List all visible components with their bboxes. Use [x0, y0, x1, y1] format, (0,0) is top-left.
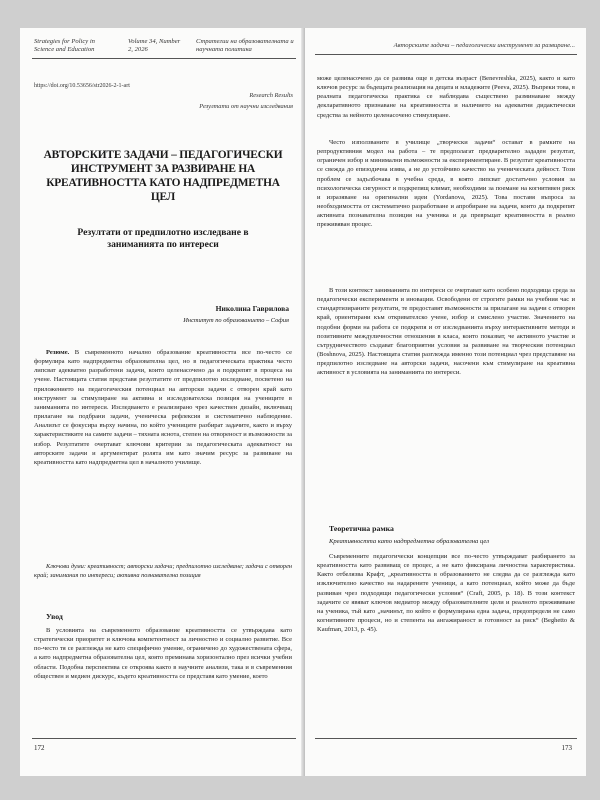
right-page	[305, 28, 586, 776]
running-head-journal: Strategies for Policy in Science and Education	[34, 38, 95, 53]
keywords	[34, 562, 292, 580]
doi-link[interactable]: https://doi.org/10.53656/str2026-2-1-art	[34, 83, 130, 89]
paragraph-1: може целенасочено да се развива още в детска възраст (Benevreshka, 2025), както и като ключов ресурс за бъдещата реализация на децата и младежите (Peeva, 2025). Въпреки това, в реалната педагогическа практика се наблюдава съществено разминаване между декларативното признаване на креативността и наличието на адекватни дидактически средства за нейното целенасочено стимулиране.	[317, 75, 575, 119]
section-label-en: Research Results	[249, 92, 293, 99]
abstract	[34, 348, 292, 467]
footer-rule	[32, 738, 296, 739]
keywords-label: Ключови думи:	[46, 563, 86, 570]
left-page	[20, 28, 305, 776]
intro-paragraph: В условията на съвременното образование креативността се утвърждава като стратегически приоритет и ключова компетентност за личностно и социално развитие. Все по-често тя се разглежда не като специфично умение, ограничено до художествената сфера, а като надпредметна образователна цел, която преминава хоризонтално през всички учебни области. Подобна перспектива се откроява както в научните анализи, така и в съвременния обществен и медиен дискурс, където креативността се представя като умение, което	[34, 627, 292, 680]
framework-subheading: Креативността като надпредметна образователна цел	[329, 538, 490, 545]
page-number-left: 172	[34, 744, 45, 752]
section-label-bg: Резултати от научни изследвания	[199, 103, 293, 110]
keywords-text: креативност; авторски задачи; предпилотно изследване; задачи с отворен край; занимания по интереси; активна познавателна позиция	[34, 563, 292, 579]
author-name: Николина Гаврилова	[215, 304, 289, 313]
framework-heading: Теоретична рамка	[329, 524, 394, 533]
running-head-title: Авторските задачи – педагогически инструмент за развиране...	[393, 42, 575, 49]
running-head-journal-bg: Стратегии на образователната и научната политика	[196, 38, 294, 53]
running-head-volume: Volume 34, Number 2, 2026	[128, 38, 181, 53]
article-subtitle: Резултати от предпилотно изследване в заниманията по интереси	[77, 227, 249, 250]
page-number-right: 173	[561, 744, 572, 752]
header-rule	[315, 54, 577, 55]
abstract-label: Резюме.	[46, 349, 70, 356]
footer-rule	[315, 738, 577, 739]
paragraph-4: Съвременните педагогически концепции все по-често утвърждават разбирането за креативността като развиващ се процес, а не като фиксирана личностна характеристика. Както отбелязва Крафт, „креативността в образованието не следва да се разглежда като изключително качество на надарените ученици, а като потенциал, който може да бъде развиван чрез подходящи педагогически условия“ (Craft, 2005, p. 18). В този контекст задачите се явяват ключов медиатор между образователните цели и реалното преживяване на ученика, тъй като „начинът, по който е формулирана една задача, предопределя не само когнитивните процеси, но и степента на ангажираност и готовност за риск“ (Beghetto & Kaufman, 2013, p. 45).	[317, 553, 575, 634]
abstract-text: В съвременното начално образование креативността все по-често се формулира като надпредметна образователна цел, но в педагогическата практика често липсват адекватно разработени задачи, които целенасочено да я подкрепят в процеса на учене. Настоящата статия представя резултатите от предпилотно изследване, посветено на приложението на педагогическия потенциал на авторски задачи с отворен край като инструмент за стимулиране на активна и изследователска позиция на учениците в заниманията по интереси. Изследването е реализирано чрез качествен дизайн, включващ прилагане на подбрани задачи, ученическа рефлексия и систематично наблюдение. Анализът се фокусира върху начина, по който учениците разбират задачите, както и върху характеристиките на самите задачи – тяхната яснота, степен на отвореност и възможности за избор. Резултатите очертават ключови критерии за педагогическата адекватност на авторските задачи и аргументират ролята им като значим ресурс за развиване на креативността като надпредметна цел в началното училище.	[34, 349, 293, 466]
header-rule	[32, 58, 296, 59]
paragraph-3: В този контекст заниманията по интереси се очертават като особено подходяща среда за педагогически експерименти и иновации. Освободени от строгите рамки на учебния час и стандартизираните резултати, те предоставят възможности за прилагане на задачи с отворен край, ориентирани към откривателско учене, избор и смислено участие. Значението на подобни форми на работа се подкрепя и от изследванията върху интерактивните методи и позитивните междуличностни отношения в класа, които показват, че активното участие и сътрудничеството създават благоприятни условия за развиване на творческия потенциал (Boshnova, 2025). Настоящата статия разглежда именно този потенциал чрез представяне на предпилотно изследване на авторски задачи, насочени към стимулиране на креативна активност в условията на заниманията по интереси.	[317, 287, 575, 377]
author-affiliation: Институт по образованието – София	[183, 317, 289, 324]
paragraph-2: Често използваните в училище „творчески задачи“ остават в рамките на репродуктивния модел на работа – те предполагат предварително зададен резултат, ограничен избор и минимални възможности за експериментиране. В резултат креативността се свежда до епизодична изява, а не до устойчиво качество на ученическата дейност. Този проблем се задълбочава в учебна среда, в която липсват достатъчно условия за психологическа сигурност и подкрепящ климат, необходими за поемане на когнитивен риск и изразяване на оригинални идеи (Yordanova, 2025). Това поставя въпроса за необходимостта от систематично разработване и апробиране на задачи, които да подкрепят активната познавателна позиция на ученика и да превръщат креативността в реално преживяван процес.	[317, 139, 575, 229]
article-title: АВТОРСКИТЕ ЗАДАЧИ – ПЕДАГОГИЧЕСКИ ИНСТРУМЕНТ ЗА РАЗВИРАНЕ НА КРЕАТИВНОСТТА КАТО НАДПРЕДМЕТНА ЦЕЛ	[43, 149, 283, 203]
intro-heading: Увод	[46, 612, 63, 621]
